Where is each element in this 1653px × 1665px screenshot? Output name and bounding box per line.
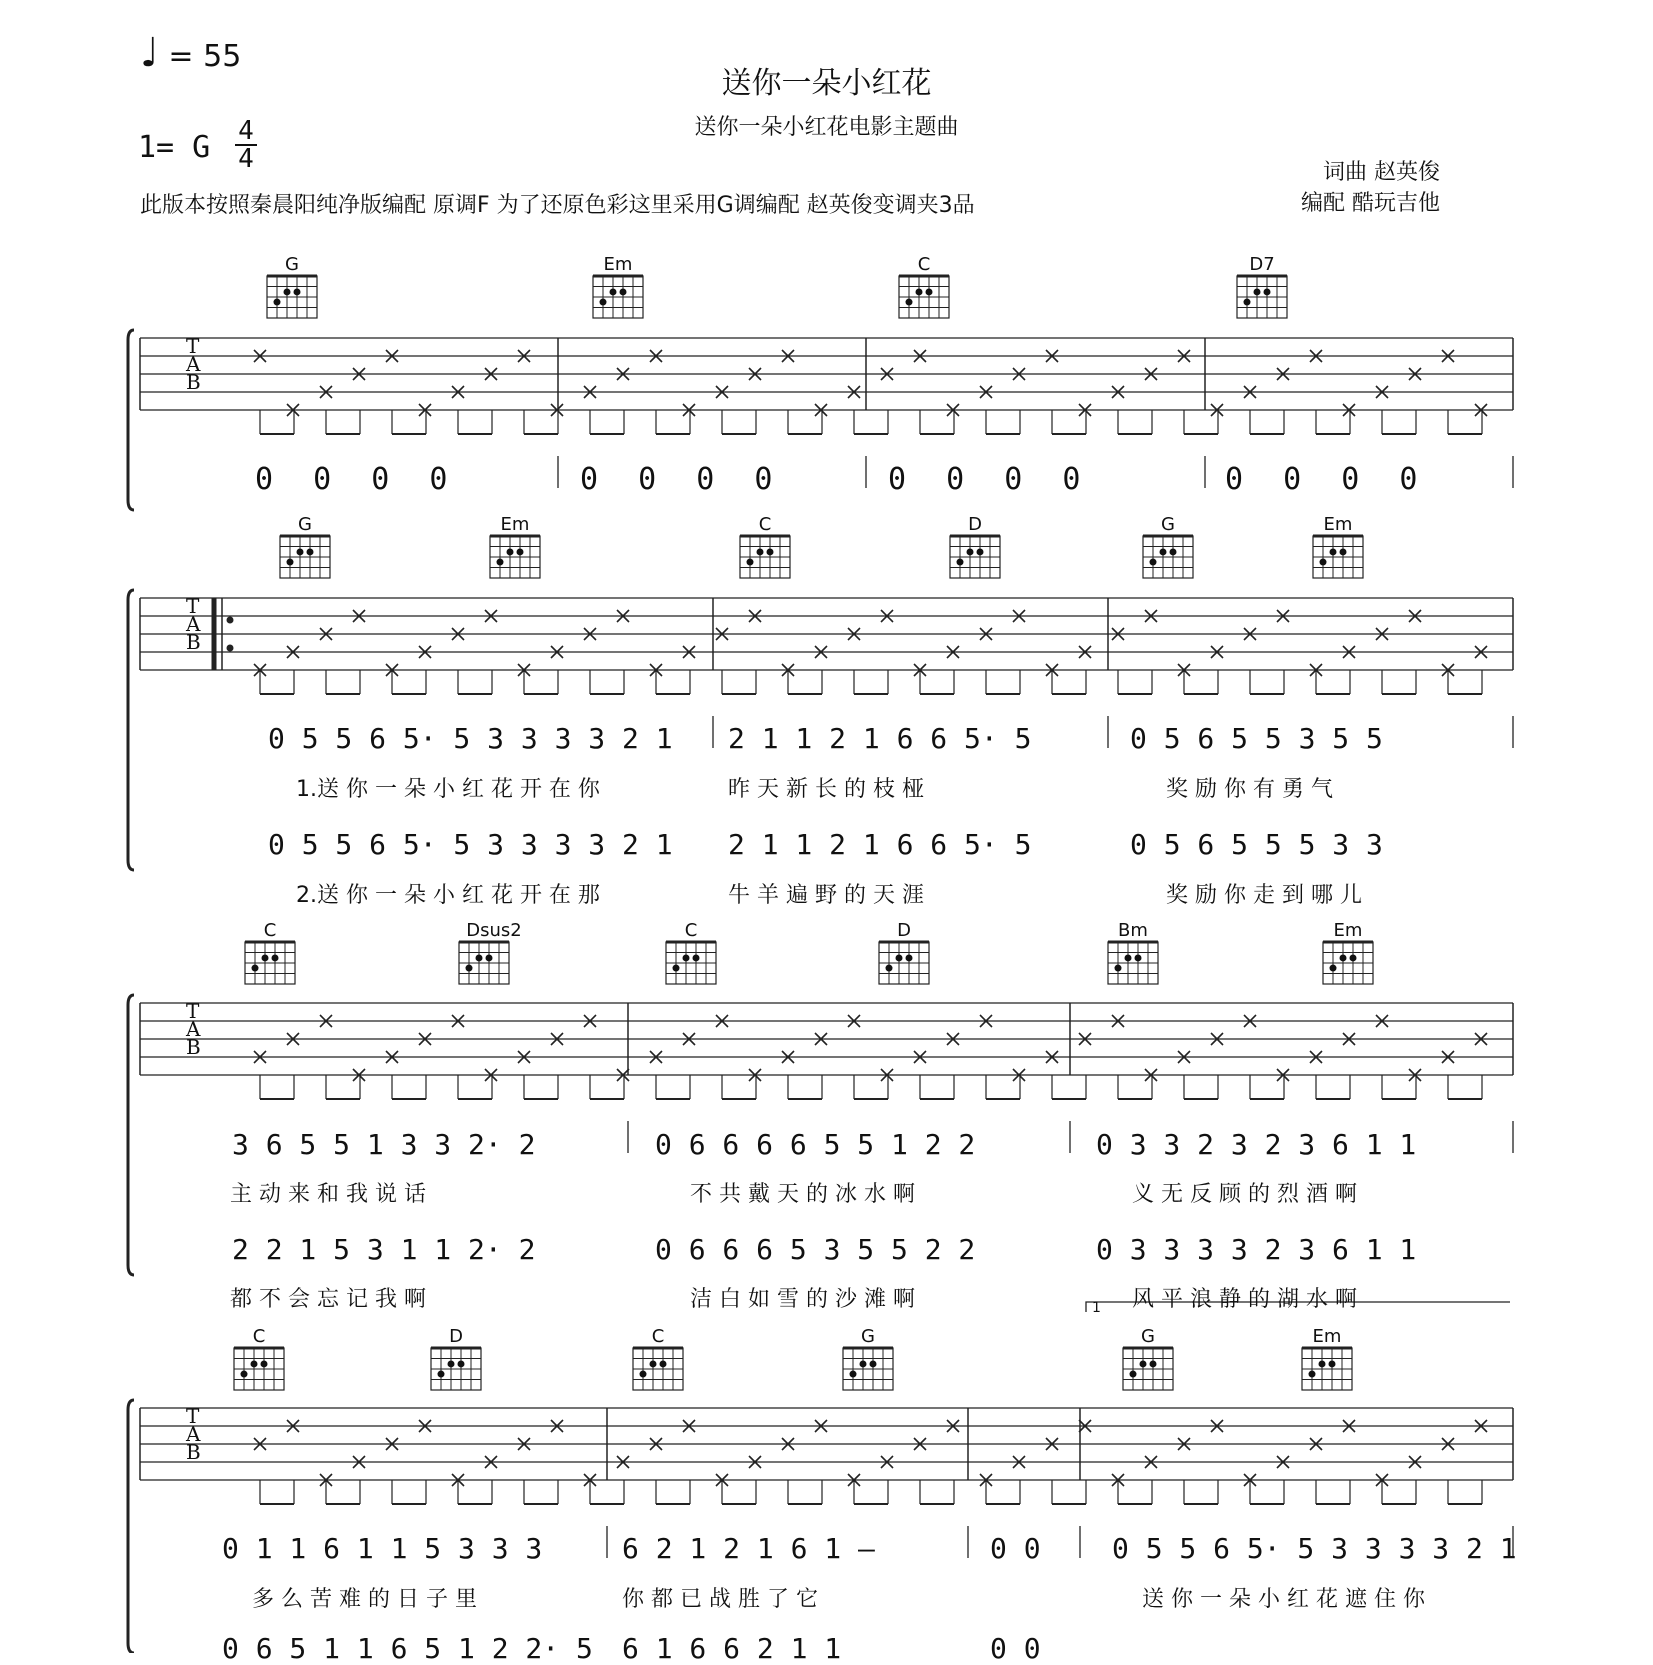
chord-name: C	[684, 920, 698, 941]
chord-finger-dot	[886, 965, 893, 972]
chord-finger-dot	[284, 288, 291, 295]
verse2-notes: 0 0	[990, 1632, 1041, 1665]
verse1-lyrics: 奖 励 你 有 勇 气	[1166, 777, 1333, 802]
chord-name: C	[252, 1326, 266, 1347]
tab-letter: T	[186, 594, 200, 618]
time-signature: 4 4	[235, 118, 257, 172]
verse1-notes: 0 5 5 6 5· 5 3 3 3 3 2 1	[268, 722, 673, 755]
chord-name: G	[1161, 514, 1175, 535]
chord-name: G	[861, 1326, 875, 1347]
chord-finger-dot	[287, 559, 294, 566]
verse1-notes: 0 0	[990, 1532, 1041, 1565]
verse2-lyrics: 都 不 会 忘 记 我 啊	[230, 1287, 426, 1312]
page-subtitle: 送你一朵小红花电影主题曲	[694, 115, 959, 140]
chord-finger-dot	[693, 954, 700, 961]
volta-bracket-label: 1	[1092, 1300, 1101, 1316]
chord-name: G	[1141, 1326, 1155, 1347]
numbered-notes: 0 0 0 0	[580, 462, 773, 497]
chord-finger-dot	[476, 954, 483, 961]
chord-finger-dot	[1125, 954, 1132, 961]
credits-lyrics-music: 词曲 赵英俊	[1323, 160, 1440, 185]
chord-finger-dot	[1320, 559, 1327, 566]
verse2-notes: 0 6 5 1 1 6 5 1 2 2· 5	[222, 1632, 593, 1665]
chord-finger-dot	[1135, 954, 1142, 961]
tab-letter: B	[186, 1440, 201, 1464]
chord-finger-dot	[1150, 1360, 1157, 1367]
verse1-notes: 0 1 1 6 1 1 5 3 3 3	[222, 1532, 543, 1565]
chord-finger-dot	[1115, 965, 1122, 972]
chord-name: G	[298, 514, 312, 535]
chord-finger-dot	[438, 1371, 445, 1378]
chord-finger-dot	[1170, 548, 1177, 555]
tab-letter: T	[186, 999, 200, 1023]
chord-name: Em	[1333, 920, 1363, 941]
verse2-notes: 2 1 1 2 1 6 6 5· 5	[728, 828, 1032, 861]
chord-finger-dot	[926, 288, 933, 295]
chord-finger-dot	[896, 954, 903, 961]
chord-finger-dot	[610, 288, 617, 295]
chord-name: Em	[1323, 514, 1353, 535]
chord-finger-dot	[660, 1360, 667, 1367]
verse2-notes: 0 5 6 5 5 5 3 3	[1130, 828, 1383, 861]
system-bracket	[128, 1400, 134, 1653]
verse1-notes: 0 5 5 6 5· 5 3 3 3 3 2 1	[1112, 1532, 1517, 1565]
chord-name: D	[449, 1326, 463, 1347]
verse1-notes: 6 2 1 2 1 6 1 —	[622, 1532, 875, 1565]
verse2-notes: 6 1 6 6 2 1 1	[622, 1632, 842, 1665]
tab-letter: T	[186, 1404, 200, 1428]
chord-finger-dot	[620, 288, 627, 295]
chord-name: G	[285, 254, 299, 275]
verse2-lyrics: 奖 励 你 走 到 哪 儿	[1166, 883, 1362, 908]
verse2-notes: 0 5 5 6 5· 5 3 3 3 3 2 1	[268, 828, 673, 861]
chord-finger-dot	[1340, 548, 1347, 555]
chord-name: Dsus2	[466, 920, 522, 941]
chord-finger-dot	[1130, 1371, 1137, 1378]
chord-finger-dot	[906, 299, 913, 306]
chord-finger-dot	[977, 548, 984, 555]
chord-name: D7	[1249, 254, 1275, 275]
chord-name: C	[758, 514, 772, 535]
chord-finger-dot	[297, 548, 304, 555]
system-bracket	[128, 330, 134, 510]
chord-finger-dot	[294, 288, 301, 295]
credits-arranger: 编配 酷玩吉他	[1301, 191, 1440, 216]
verse1-lyrics: 义 无 反 顾 的 烈 酒 啊	[1132, 1182, 1357, 1207]
verse1-notes: 0 6 6 6 6 5 5 1 2 2	[655, 1128, 976, 1161]
chord-finger-dot	[517, 548, 524, 555]
chord-finger-dot	[1309, 1371, 1316, 1378]
chord-finger-dot	[458, 1360, 465, 1367]
chord-name: C	[651, 1326, 665, 1347]
chord-finger-dot	[860, 1360, 867, 1367]
verse2-notes: 2 2 1 5 3 1 1 2· 2	[232, 1233, 536, 1266]
chord-finger-dot	[252, 965, 259, 972]
chord-finger-dot	[1330, 965, 1337, 972]
tab-letter: A	[186, 352, 201, 376]
system-bracket	[128, 590, 134, 870]
verse2-lyrics: 牛 羊 遍 野 的 天 涯	[728, 883, 924, 908]
chord-finger-dot	[507, 548, 514, 555]
verse2-notes: 0 3 3 3 3 2 3 6 1 1	[1096, 1233, 1417, 1266]
chord-finger-dot	[916, 288, 923, 295]
chord-name: C	[917, 254, 931, 275]
repeat-dot	[227, 617, 234, 624]
chord-finger-dot	[251, 1360, 258, 1367]
chord-finger-dot	[1150, 559, 1157, 566]
chord-finger-dot	[1319, 1360, 1326, 1367]
page-title: 送你一朵小红花	[721, 66, 932, 101]
chord-finger-dot	[466, 965, 473, 972]
tab-letter: B	[186, 1035, 201, 1059]
chord-name: Em	[1312, 1326, 1342, 1347]
chord-finger-dot	[600, 299, 607, 306]
chord-finger-dot	[261, 1360, 268, 1367]
verse2-notes: 0 6 6 6 5 3 5 5 2 2	[655, 1233, 976, 1266]
chord-finger-dot	[683, 954, 690, 961]
tab-letter: A	[186, 1422, 201, 1446]
chord-name: D	[897, 920, 911, 941]
chord-finger-dot	[1160, 548, 1167, 555]
chord-finger-dot	[640, 1371, 647, 1378]
system-bracket	[128, 995, 134, 1275]
chord-finger-dot	[767, 548, 774, 555]
chord-finger-dot	[448, 1360, 455, 1367]
verse1-lyrics: 送 你 一 朵 小 红 花 遮 住 你	[1142, 1587, 1425, 1612]
chord-finger-dot	[1254, 288, 1261, 295]
tab-letter: B	[186, 630, 201, 654]
arrangement-note: 此版本按照秦晨阳纯净版编配 原调F 为了还原色彩这里采用G调编配 赵英俊变调夹3品	[140, 193, 975, 218]
chord-finger-dot	[274, 299, 281, 306]
key-signature: 1= G	[138, 130, 211, 165]
tempo-bpm: 55	[203, 39, 242, 74]
chord-finger-dot	[673, 965, 680, 972]
chord-finger-dot	[497, 559, 504, 566]
repeat-dot	[227, 645, 234, 652]
numbered-notes: 0 0 0 0	[1225, 462, 1418, 497]
chord-finger-dot	[241, 1371, 248, 1378]
tempo-equals: =	[168, 39, 194, 74]
chord-finger-dot	[1329, 1360, 1336, 1367]
numbered-notes: 0 0 0 0	[255, 462, 448, 497]
tab-letter: T	[186, 334, 200, 358]
verse1-notes: 0 5 6 5 5 3 5 5	[1130, 722, 1383, 755]
chord-finger-dot	[870, 1360, 877, 1367]
verse1-lyrics: 昨 天 新 长 的 枝 桠	[728, 777, 924, 802]
verse1-notes: 0 3 3 2 3 2 3 6 1 1	[1096, 1128, 1417, 1161]
chord-finger-dot	[1140, 1360, 1147, 1367]
chord-finger-dot	[850, 1371, 857, 1378]
chord-name: Bm	[1118, 920, 1148, 941]
chord-finger-dot	[307, 548, 314, 555]
verse1-notes: 3 6 5 5 1 3 3 2· 2	[232, 1128, 536, 1161]
verse2-lyrics: 2.送 你 一 朵 小 红 花 开 在 那	[296, 883, 600, 908]
verse1-lyrics: 主 动 来 和 我 说 话	[230, 1182, 426, 1207]
tab-letter: B	[186, 370, 201, 394]
chord-finger-dot	[957, 559, 964, 566]
chord-name: C	[263, 920, 277, 941]
chord-finger-dot	[967, 548, 974, 555]
chord-finger-dot	[747, 559, 754, 566]
verse2-lyrics: 洁 白 如 雪 的 沙 滩 啊	[690, 1287, 915, 1312]
chord-name: Em	[500, 514, 530, 535]
verse1-lyrics: 不 共 戴 天 的 冰 水 啊	[690, 1182, 915, 1207]
chord-finger-dot	[1244, 299, 1251, 306]
chord-finger-dot	[906, 954, 913, 961]
verse1-notes: 2 1 1 2 1 6 6 5· 5	[728, 722, 1032, 755]
numbered-notes: 0 0 0 0	[888, 462, 1081, 497]
chord-finger-dot	[262, 954, 269, 961]
chord-finger-dot	[272, 954, 279, 961]
chord-name: D	[968, 514, 982, 535]
tab-letter: A	[186, 1017, 201, 1041]
quarter-note-icon: ♩	[140, 30, 159, 76]
chord-finger-dot	[1350, 954, 1357, 961]
chord-finger-dot	[650, 1360, 657, 1367]
chord-name: Em	[603, 254, 633, 275]
tab-letter: A	[186, 612, 201, 636]
verse1-lyrics: 多 么 苦 难 的 日 子 里	[252, 1587, 477, 1612]
chord-finger-dot	[757, 548, 764, 555]
chord-finger-dot	[1330, 548, 1337, 555]
chord-finger-dot	[486, 954, 493, 961]
chord-finger-dot	[1264, 288, 1271, 295]
verse1-lyrics: 1.送 你 一 朵 小 红 花 开 在 你	[296, 777, 600, 802]
chord-finger-dot	[1340, 954, 1347, 961]
verse1-lyrics: 你 都 已 战 胜 了 它	[622, 1587, 818, 1612]
verse2-lyrics: 风 平 浪 静 的 湖 水 啊	[1132, 1287, 1357, 1312]
